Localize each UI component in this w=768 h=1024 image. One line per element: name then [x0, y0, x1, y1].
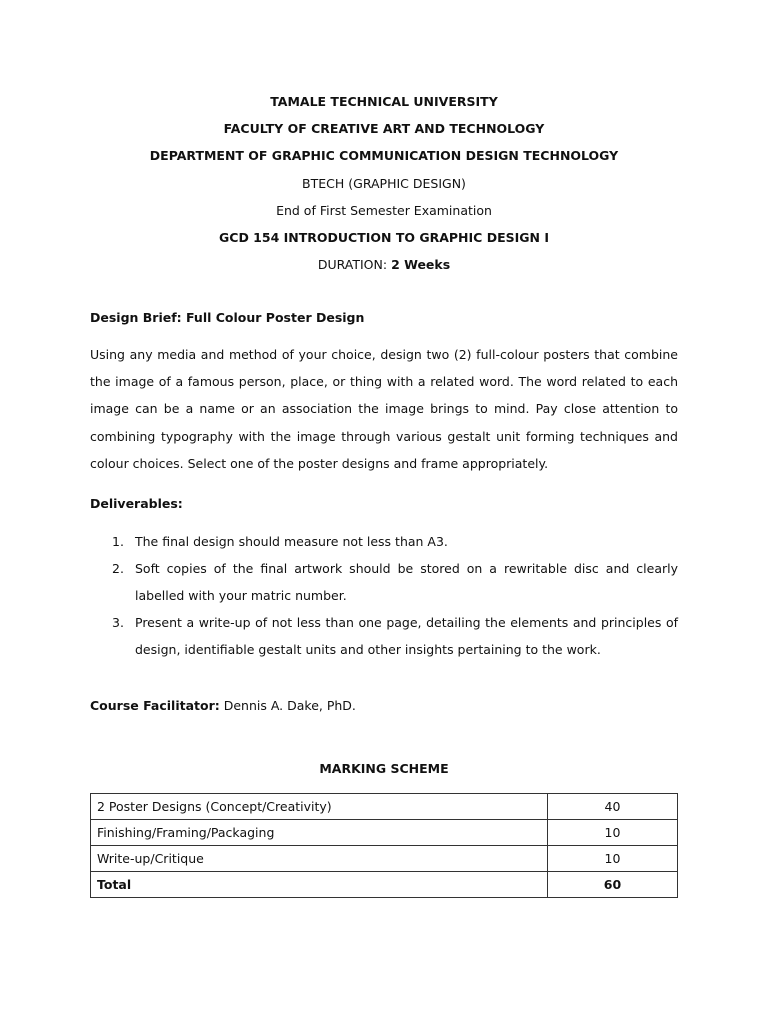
- list-item-text: The final design should measure not less than A3.: [135, 534, 448, 549]
- marking-scheme-title: MARKING SCHEME: [319, 761, 449, 776]
- marking-scheme-table: [90, 793, 678, 898]
- list-item: [90, 609, 678, 663]
- university-name: TAMALE TECHNICAL UNIVERSITY: [270, 94, 498, 109]
- total-label-cell: Total: [91, 872, 548, 898]
- list-item: [90, 555, 678, 609]
- exam-title: End of First Semester Examination: [276, 203, 492, 218]
- department-name: DEPARTMENT OF GRAPHIC COMMUNICATION DESIGN TECHNOLOGY: [149, 148, 619, 163]
- faculty-name: FACULTY OF CREATIVE ART AND TECHNOLOGY: [223, 121, 545, 136]
- deliverables-heading: Deliverables:: [90, 496, 183, 511]
- score-cell: 40: [548, 794, 678, 820]
- facilitator-name: Dennis A. Dake, PhD.: [223, 698, 356, 713]
- criterion-cell: Write-up/Critique: [91, 846, 548, 872]
- duration-value: 2 Weeks: [391, 257, 451, 272]
- facilitator-line: [90, 698, 356, 713]
- criterion-cell: Finishing/Framing/Packaging: [91, 820, 548, 846]
- brief-heading: Design Brief: Full Colour Poster Design: [90, 310, 365, 325]
- duration-line: [0, 257, 768, 272]
- table-row: [91, 820, 678, 846]
- list-item-text: Soft copies of the final artwork should be stored on a rewritable disc and clearly labelled with your matric number.: [135, 561, 678, 603]
- table-row: [91, 794, 678, 820]
- table-row: [91, 846, 678, 872]
- brief-body: Using any media and method of your choice, design two (2) full-colour posters that combine the image of a famous person, place, or thing with a related word. The word related to each image can be a name or an association the image brings to mind. Pay close attention to combining typography with the image through various gestalt unit forming techniques and colour choices. Select one of the poster designs and frame appropriately.: [90, 347, 678, 471]
- list-item-number: 3.: [112, 615, 124, 630]
- total-score-cell: 60: [548, 872, 678, 898]
- programme-name: BTECH (GRAPHIC DESIGN): [302, 176, 466, 191]
- list-item-number: 1.: [112, 534, 124, 549]
- list-item-text: Present a write-up of not less than one page, detailing the elements and principles of design, identifiable gestalt units and other insights pertaining to the work.: [135, 615, 678, 657]
- list-item: [90, 528, 678, 555]
- score-cell: 10: [548, 846, 678, 872]
- total-row: [91, 872, 678, 898]
- criterion-cell: 2 Poster Designs (Concept/Creativity): [91, 794, 548, 820]
- duration-label: DURATION:: [317, 257, 388, 272]
- facilitator-label: Course Facilitator:: [90, 698, 220, 713]
- deliverables-list: [90, 528, 678, 663]
- course-title: GCD 154 INTRODUCTION TO GRAPHIC DESIGN I: [219, 230, 549, 245]
- list-item-number: 2.: [112, 561, 124, 576]
- score-cell: 10: [548, 820, 678, 846]
